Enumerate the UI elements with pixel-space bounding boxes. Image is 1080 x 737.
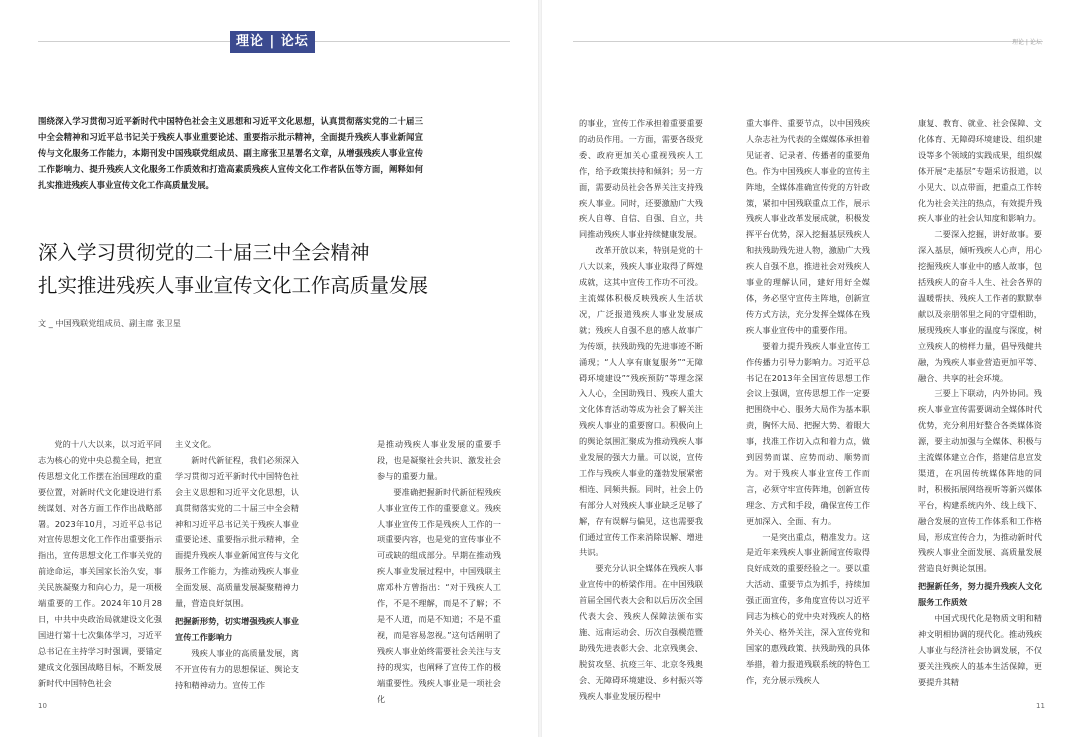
paragraph: 是推动残疾人事业发展的重要手段，也是凝聚社会共识、激发社会参与的重要力量。 bbox=[377, 439, 501, 481]
paragraph: 残疾人事业的高质量发展，离不开宣传有力的思想保证、舆论支持和精神动力。宣传工作 bbox=[175, 647, 299, 690]
page-number-left: 10 bbox=[38, 702, 47, 710]
section-tag: 理论 | 论坛 bbox=[230, 31, 315, 53]
running-head: 理论 | 论坛 bbox=[1012, 39, 1042, 46]
text-column-2 bbox=[175, 437, 299, 709]
title-line-2: 扎实推进残疾人事业宣传文化工作高质量发展 bbox=[38, 274, 429, 297]
paragraph: 三要上下联动，内外协同。残疾人事业宣传需要调动全媒体时代优势，充分利用好整合各类媒体资源，要主动加强与全媒体、积极与主流媒体建立合作，搭建信息宣发渠道，在巩固传统媒体阵地的同时，积极拓展网络视听等新兴媒体平台，构建系统内外、线上线下、融合发展的宣传工作体系和工作格局，形成宣传合力，为推动新时代残疾人事业全面发展、高质量发展营造良好舆论氛围。 bbox=[918, 388, 1042, 574]
subheading: 把握新任务，努力提升残疾人文化服务工作质效 bbox=[918, 581, 1042, 608]
paragraph: 要准确把握新时代新征程残疾人事业宣传工作的重要意义。残疾人事业宣传工作是残疾人工作的一项重要内容，也是党的宣传事业不可或缺的组成部分。早期在推动残疾人事业发展过程中，中国残联主席邓朴方曾指出：“对于残疾人工作，不是不理解，而是不了解；不是不人道，而是不知道；不是不重视，而是容易忽视。”这句话阐明了残疾人事业始终需要社会关注与支持的现实，也阐释了宣传工作的极端重要性。残疾人事业是一项社会化 bbox=[377, 486, 501, 704]
header-rule-left-2 bbox=[312, 41, 510, 42]
paragraph: 改革开放以来，特别是党的十八大以来，残疾人事业取得了辉煌成就，这其中宣传工作功不可没。主流媒体积极反映残疾人生活状况，广泛报道残疾人事业发展成就；残疾人自强不息的感人故事广为传颂，扶残助残的先进事迹不断涌现；“人人享有康复服务”“无障碍环境建设”“残疾预防”等理念深入人心，全国助残日、残疾人重大文化体育活动等成为社会了解关注残疾人事业的重要窗口。积极向上的舆论氛围汇聚成为推动残疾人事业发展的强大力量。可以说，宣传工作与残疾人事业的蓬勃发展紧密相连、同频共振。同时，社会上仍有部分人对残疾人事业缺乏足够了解，存有误解与偏见，这也需要我们通过宣传工作来消除误解、增进共识。 bbox=[579, 245, 703, 558]
header-rule-right bbox=[573, 41, 1043, 42]
paragraph: 二要深入挖掘，讲好故事。要深入基层，倾听残疾人心声，用心挖掘残疾人事业中的感人故事，包括残疾人的奋斗人生、社会各界的温暖帮扶、残疾人工作者的默默奉献以及亲朋邻里之间的守望相助，展现残疾人事业的温度与深度，树立残疾人的榜样力量，倡导残健共融，为残疾人事业营造更加平等、融合、共享的社会环境。 bbox=[918, 229, 1042, 383]
text-column-3 bbox=[377, 437, 501, 709]
paragraph: 的事业，宣传工作承担着重要重要的动员作用。一方面，需要各级党委、政府更加关心重视残疾人工作，给予政策扶持和倾斜；另一方面，需要动员社会各界关注支持残疾人事业。同时，还要激励广大残疾人自尊、自信、自强、自立，共同推动残疾人事业持续健康发展。 bbox=[579, 118, 703, 240]
article-intro: 围绕深入学习贯彻习近平新时代中国特色社会主义思想和习近平文化思想，认真贯彻落实党的二十届三中全会精神和习近平总书记关于残疾人事业重要论述、重要指示批示精神，全面提升残疾人事业新闻宣传与文化服务工作能力，本期刊发中国残联党组成员、副主席张卫星署名文章，从增强残疾人事业宣传工作影响力、提升残疾人文化服务工作质效和打造高素质残疾人宣传文化工作者队伍等方面，阐释如何扎实推进残疾人事业宣传文化工作高质量发展。 bbox=[38, 116, 423, 190]
paragraph: 主义文化。 bbox=[175, 439, 216, 449]
paragraph: 一是突出重点，精准发力。这是近年来残疾人事业新闻宣传取得良好成效的重要经验之一。要以重大活动、重要节点为抓手，持续加强正面宣传，多角度宣传以习近平同志为核心的党中央对残疾人的格外关心、格外关注，深入宣传党和国家的惠残政策、扶残助残的具体举措，着力报道残联系统的特色工作，充分展示残疾人 bbox=[746, 531, 870, 685]
text-column-4 bbox=[579, 116, 703, 710]
title-line-1: 深入学习贯彻党的二十届三中全会精神 bbox=[38, 241, 370, 264]
byline: 文 _ 中国残联党组成员、副主席 张卫星 bbox=[38, 318, 181, 328]
paragraph: 要充分认识全媒体在残疾人事业宣传中的桥梁作用。在中国残联首届全国代表大会和以后历次全国代表大会、残疾人保障法颁布实施、远南运动会、历次自强模范暨助残先进表彰大会、北京残奥会、脱贫攻坚、抗疫三年、北京冬残奥会、无障碍环境建设、乡村振兴等残疾人事业发展历程中 bbox=[579, 563, 703, 701]
paragraph: 康复、教育、就业、社会保障、文化体育、无障碍环境建设、组织建设等多个领域的实践成果，组织媒体开展“走基层”专题采访报道，以小见大、以点带面，把重点工作转化为社会关注的热点，有效提升残疾人事业的社会认知度和影响力。 bbox=[918, 118, 1042, 224]
text-column-5 bbox=[746, 116, 870, 710]
paragraph: 新时代新征程，我们必须深入学习贯彻习近平新时代中国特色社会主义思想和习近平文化思想，认真贯彻落实党的二十届三中全会精神和习近平总书记关于残疾人事业重要论述、重要指示批示精神，全面提升残疾人事业新闻宣传与文化服务工作能力，为推动残疾人事业全面发展、高质量发展凝聚精神力量，营造良好氛围。 bbox=[175, 454, 299, 609]
paragraph: 党的十八大以来，以习近平同志为核心的党中央总揽全局，把宣传思想文化工作摆在治国理政的重要位置，对新时代文化建设进行系统谋划、对各方面工作作出战略部署。2023年10月，习近平总书记对宣传思想文化工作作出重要指示指出，宣传思想文化工作事关党的前途命运，事关国家长治久安，事关民族凝聚力和向心力，是一项极端重要的工作。2024年10月28日，中共中央政治局就建设文化强国进行第十七次集体学习，习近平总书记在主持学习时强调，要锚定建成文化强国战略目标，不断发展新时代中国特色社会 bbox=[38, 439, 162, 688]
header-rule-left bbox=[38, 41, 230, 42]
paragraph: 重大事件、重要节点，以中国残疾人杂志社为代表的全媒媒体承担着见证者、记录者、传播者的重要角色。作为中国残疾人事业的宣传主阵地，全媒体准确宣传党的方针政策，紧扣中国残联重点工作，展示残疾人事业改革发展成就，积极发挥平台优势，深入挖掘基层残疾人和扶残助残先进人物，激励广大残疾人自强不息，推进社会对残疾人事业的理解认同，建好用好全媒体，务必坚守宣传主阵地，创新宣传方式方法，充分发挥全媒体在残疾人事业宣传中的重要作用。 bbox=[746, 118, 870, 335]
paragraph: 中国式现代化是物质文明和精神文明相协调的现代化。推动残疾人事业与经济社会协调发展，不仅要关注残疾人的基本生活保障，更要提升其精 bbox=[918, 613, 1042, 687]
article-title bbox=[38, 236, 508, 302]
paragraph: 要着力提升残疾人事业宣传工作传播力引导力影响力。习近平总书记在2013年全国宣传思想工作会议上强调，宣传思想工作一定要把围绕中心、服务大局作为基本职责，胸怀大局、把握大势、着眼大事，找准工作切入点和着力点，做到因势而谋、应势而动、顺势而为。对于残疾人事业宣传工作而言，必须守牢宣传阵地，创新宣传理念、方式和手段，确保宣传工作更加深入、全面、有力。 bbox=[746, 340, 870, 526]
text-column-6 bbox=[918, 116, 1042, 710]
page-number-right: 11 bbox=[1036, 702, 1045, 710]
text-column-1 bbox=[38, 437, 162, 709]
subheading: 把握新形势，切实增强残疾人事业宣传工作影响力 bbox=[175, 615, 299, 642]
page-gutter bbox=[538, 0, 542, 737]
